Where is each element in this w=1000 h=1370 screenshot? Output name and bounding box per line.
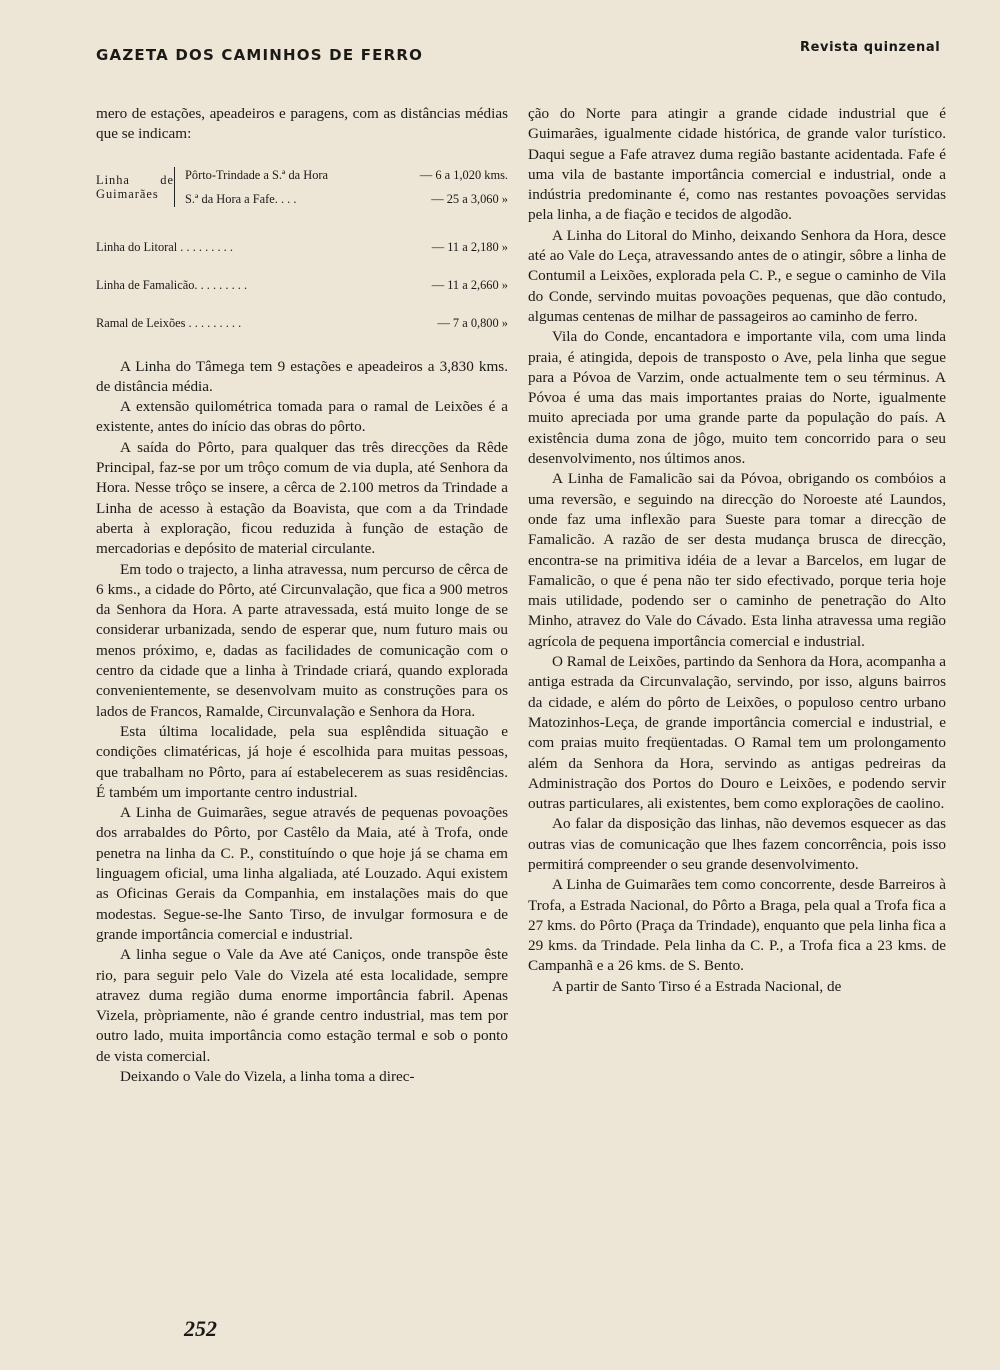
- right-column: [528, 104, 946, 997]
- paragraph: A Linha de Guimarães, segue através de pequenas povoações dos arrabaldes do Pôrto, por Castêlo da Maia, até à Trofa, onde penetra na linha da C. P., constituíndo o que hoje já se chama em linguagem oficial, uma linha algaliada, até Louzado. Aqui existem as Oficinas Gerais da Companhia, em instalações mais do que modestas. Segue-se-lhe Santo Tirso, de invulgar formosura e de grande importância comercial e industrial.: [96, 804, 508, 943]
- distance-table: [96, 163, 508, 335]
- paragraph: A Linha do Tâmega tem 9 estações e apeadeiros a 3,830 kms. de distância média.: [96, 357, 508, 395]
- page-number: 252: [184, 1316, 217, 1341]
- table-row: [96, 311, 508, 335]
- paragraph: Ao falar da disposição das linhas, não devemos esquecer as das outras vias de comunicação que lhes fazem concorrência, pois isso permitirá compreender o seu grande desenvolvimento.: [528, 815, 946, 873]
- paragraph: A Linha de Famalicão sai da Póvoa, obrigando os combóios a uma reversão, e seguindo na direcção do Noroeste até Laundos, onde faz uma inflexão para Sueste para tomar a direcção de Famalicão. A razão de ser desta mudança brusca de direcção, encontra-se na primitiva idéia de a levar a Barcelos, em lugar de Famalicão, o que é pena não ter sido efectivado, porque teria hoje mais utilidade, podendo ser o caminho de penetração do Alto Minho, atravez do Vale do Cávado. Esta linha atravessa uma região agrícola de pequena importância comercial e industrial.: [528, 470, 946, 650]
- paragraph: A partir de Santo Tirso é a Estrada Nacional, de: [552, 977, 842, 995]
- row-value: — 6 a 1,020 kms.: [419, 167, 508, 182]
- table-row: [185, 163, 508, 187]
- table-row: [96, 235, 508, 259]
- paragraph: mero de estações, apeadeiros e paragens, com as distâncias médias que se indicam:: [96, 105, 508, 143]
- paragraph: A Linha de Guimarães tem como concorrente, desde Barreiros à Trofa, a Estrada Nacional, do Pôrto a Braga, pela qual a Trofa fica a 27 kms. do Pôrto (Praça da Trindade), enquanto que pela linha fica a 29 kms. da Trindade. Pela linha da C. P., a Trofa fica a 23 kms. de Campanhã e a 26 kms. de S. Bento.: [528, 876, 946, 975]
- row-name: Linha de Famalicão. . . . . . . . .: [96, 277, 248, 292]
- brace: [174, 167, 181, 207]
- group-rows: [185, 163, 508, 211]
- group-label: Linha de Guimarães: [96, 172, 174, 201]
- row-value: — 7 a 0,800 »: [437, 315, 508, 330]
- row-name: S.ª da Hora a Fafe. . . .: [185, 191, 297, 206]
- table-row: [96, 273, 508, 297]
- row-name: Linha do Litoral . . . . . . . . .: [96, 239, 233, 254]
- paragraph: ção do Norte para atingir a grande cidade industrial que é Guimarães, igualmente cidade histórica, de grande valor turístico. Daqui segue a Fafe atravez duma região bastante acidentada. Fafe é uma vila de bastante importância comercial e industrial, onde a indústria predominante é, como nas restantes povoações servidas pela linha, a de fiação e tecidos de algodão.: [528, 105, 946, 224]
- journal-subtitle: Revista quinzenal: [800, 40, 941, 55]
- row-value: — 25 a 3,060 »: [431, 191, 508, 206]
- row-value: — 11 a 2,180 »: [431, 239, 508, 254]
- paragraph: Vila do Conde, encantadora e importante vila, com uma linda praia, é atingida, depois de transposto o Ave, pela linha que segue para a Póvoa de Varzim, onde actualmente tem o seu términus. A Póvoa é uma das mais importantes praias do Norte, igualmente muito apreciada por uma grande parte da população do país. A existência duma zona de jôgo, muito tem concorrido para o seu desenvolvimento, nos últimos anos.: [528, 328, 946, 468]
- left-column: [96, 104, 508, 1087]
- paragraph: A saída do Pôrto, para qualquer das três direcções da Rêde Principal, faz-se por um trôço comum de via dupla, até Senhora da Hora. Nesse trôço se insere, a cêrca de 2.100 metros da Trindade a Linha de acesso à estação da Boavista, que com a da Trindade aberta à exploração, ficou reduzida à função de estação de mercadorias e depósito de material circulante.: [96, 438, 508, 558]
- guimaraes-group: [96, 163, 508, 211]
- paragraph: Em todo o trajecto, a linha atravessa, num percurso de cêrca de 6 kms., a cidade do Pôrto, até Circunvalação, que fica a 900 metros da Senhora da Hora. A parte atravessada, está muito longe de se considerar urbanizada, sendo de esperar que, num futuro mais ou menos próximo, e, dadas as facilidades de comunicação com o centro da cidade que a linha à Trindade criará, quando explorada convenientemente, se desenvolvam muito as construções para os lados de Francos, Ramalde, Circunvalação e Senhora da Hora.: [96, 560, 508, 720]
- paragraph: Deixando o Vale do Vizela, a linha toma a direc-: [120, 1067, 415, 1085]
- paragraph: A linha segue o Vale da Ave até Caniços, onde transpõe êste rio, para seguir pelo Vale do Vizela até esta localidade, sempre atravez duma região duma enorme importância fabril. Apenas Vizela, pròpriamente, não é grande centro industrial, mas tem por outro lado, muita importância como estação termal e sob o ponto de vista comercial.: [96, 946, 508, 1065]
- paragraph: A Linha do Litoral do Minho, deixando Senhora da Hora, desce até ao Vale do Leça, atravessando antes de o atingir, sôbre a linha de Contumil a Leixões, explorada pela C. P., e segue o caminho de Vila do Conde, servindo muitas povoações pequenas, que dão contudo, algumas centenas de milhar de passageiros ao caminho de ferro.: [528, 226, 946, 325]
- paragraph: Esta última localidade, pela sua esplêndida situação e condições climatéricas, já hoje é escolhida para muitas pessoas, que trabalham no Pôrto, para aí estabelecerem as suas residências. É também um importante centro industrial.: [96, 722, 508, 801]
- paragraph: A extensão quilométrica tomada para o ramal de Leixões é a existente, antes do início das obras do pôrto.: [96, 398, 508, 436]
- journal-title: GAZETA DOS CAMINHOS DE FERRO: [96, 46, 424, 64]
- table-row: [185, 187, 508, 211]
- paragraph: O Ramal de Leixões, partindo da Senhora da Hora, acompanha a antiga estrada da Circunvalação, servindo, por isso, alguns bairros da cidade, e além do pôrto de Leixões, o populoso centro urbano Matozinhos-Leça, de grande importância comercial e industrial, e com praias muito freqüentadas. O Ramal tem um prolongamento além da Senhora da Hora, servindo as antigas pedreiras da Administração dos Portos do Douro e Leixões, e podendo servir outras particulares, ali existentes, bem como explorações de caolino.: [528, 653, 946, 813]
- row-value: — 11 a 2,660 »: [431, 277, 508, 292]
- row-name: Ramal de Leixões . . . . . . . . .: [96, 315, 242, 330]
- row-name: Pôrto-Trindade a S.ª da Hora: [185, 167, 329, 182]
